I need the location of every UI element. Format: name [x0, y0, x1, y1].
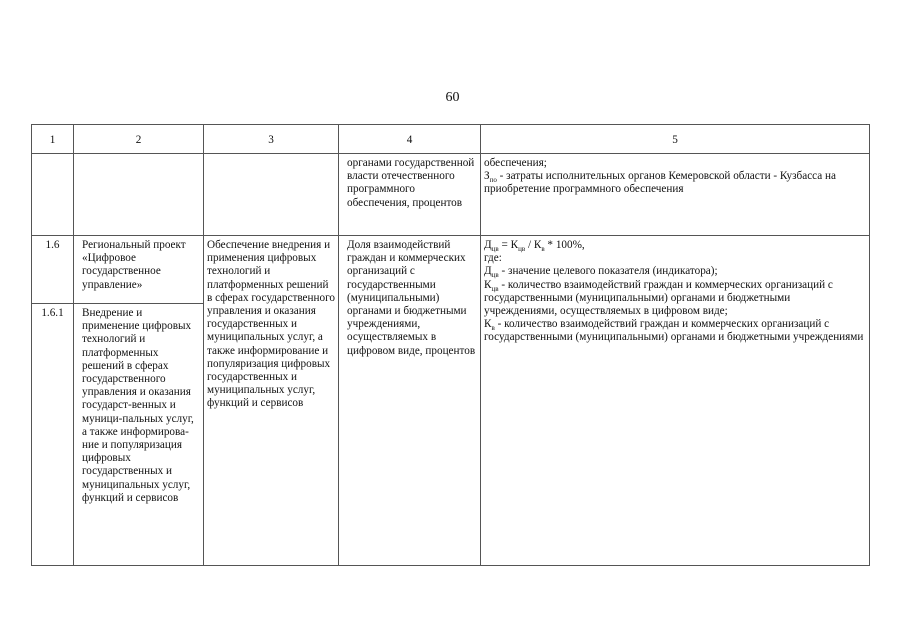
def3-sub: в	[491, 324, 495, 333]
page-number: 60	[445, 90, 460, 105]
column-header-2: 2	[74, 125, 204, 154]
cell-activity-name: Внедрение и применение цифровых технологий и платформенных решений в сферах государственного управления и оказания государст-венных и муници-пальных услуг, а также информирова-ние и популяризация цифровых государственных и муниципальных услуг, функций и сервисов	[74, 304, 204, 566]
symbol-z: З	[484, 170, 490, 183]
column-header-5: 5	[481, 125, 870, 154]
definition-3	[484, 318, 866, 344]
def2-text: - количество взаимодействий граждан и коммерческих организаций с государственными (муниципальными) органами и бюджетными учреждениями, осуществляемых в цифровом виде;	[484, 278, 833, 318]
definition-2	[484, 279, 866, 319]
row-number: 1.6.1	[32, 304, 74, 566]
symbol-z-sub: по	[489, 176, 497, 185]
formula-eq: = К	[498, 239, 519, 251]
column-header-1: 1	[32, 125, 74, 154]
where-label: где:	[484, 252, 502, 265]
def1-text: - значение целевого показателя (индикатора);	[498, 265, 718, 278]
formula-k2-sub: в	[541, 245, 545, 254]
continuation-row	[32, 154, 870, 236]
def2-symbol: К	[484, 278, 492, 291]
def2-sub: цв	[491, 284, 499, 293]
formula-slash: / К	[525, 239, 542, 251]
indicator-table	[31, 124, 870, 566]
cell-empty	[32, 154, 74, 236]
cell-project-name: Региональный проект «Цифровое государственное управление»	[74, 236, 204, 304]
table-header-row	[32, 125, 870, 154]
column-header-4: 4	[339, 125, 481, 154]
formula-d: Д	[484, 239, 492, 251]
cell-empty	[74, 154, 204, 236]
def1-sub: цв	[491, 271, 499, 280]
cell-method	[481, 236, 870, 566]
formula-k1-sub: цв	[518, 245, 526, 254]
formula	[484, 239, 866, 252]
cell-empty	[204, 154, 339, 236]
column-header-3: 3	[204, 125, 339, 154]
symbol-z-definition: - затраты исполнительных органов Кемеровской области - Кузбасса на приобретение программного обеспечения	[484, 170, 836, 196]
table-row-1-6	[32, 236, 870, 304]
method-line: обеспечения;	[484, 157, 547, 169]
def3-text: - количество взаимодействий граждан и коммерческих организаций с государственными (муниципальными) органами и бюджетными учреждениями	[484, 318, 864, 344]
cell-task: Обеспечение внедрения и применения цифровых технологий и платформенных решений в сферах государственного управления и оказания государственных и муниципальных услуг, а также информирование и популяризация цифровых государственных и муниципальных услуг, функций и сервисов	[204, 236, 339, 566]
formula-tail: * 100%,	[544, 239, 585, 251]
def3-symbol: К	[484, 318, 492, 331]
formula-d-sub: цв	[491, 245, 499, 254]
cell-indicator-continued: органами государственной власти отечественного программного обеспечения, процентов	[339, 154, 481, 236]
def1-symbol: Д	[484, 265, 492, 278]
row-number: 1.6	[32, 236, 74, 304]
definition-1	[484, 265, 866, 278]
cell-method-continued	[481, 154, 870, 236]
cell-indicator: Доля взаимодействий граждан и коммерческих организаций с государственными (муниципальными) органами и бюджетными учреждениями, осуществляемых в цифровом виде, процентов	[339, 236, 481, 566]
